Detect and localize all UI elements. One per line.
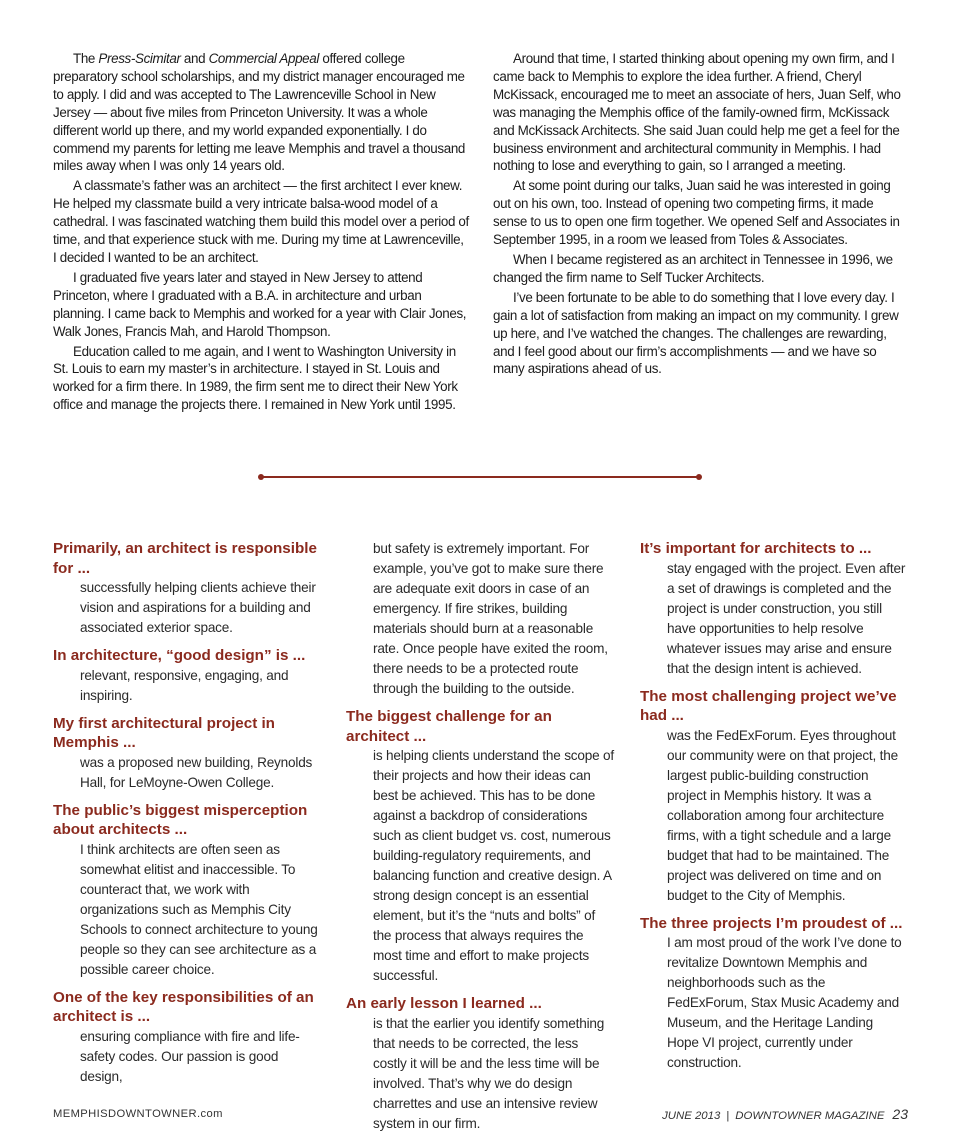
footer-separator: |: [726, 1110, 730, 1122]
narrative-column-right: [493, 50, 909, 380]
paragraph-text: A classmate’s father was an architect — the first architect I ever knew. He helped my classmate build a very intricate balsa-wood model of a cathedral. I was fascinated watching them build this model over a period of time, and that experience stuck with me. During my time at Lawrenceville, I decided I wanted to be an architect.: [53, 178, 469, 265]
qa-answer-continuation: but safety is extremely important. For example, you’ve got to make sure there are adequate exit doors in case of an emergency. If fire strikes, building materials should burn at a reasonable rate. Once people have exited the room, there needs to be a protected route through the building to the outside.: [373, 541, 608, 696]
qa-answer: is helping clients understand the scope of their projects and how their ideas can best be achieved. This has to be done against a backdrop of considerations such as client budget vs. cost, numerous building-regulatory requirements, and balancing function and creative design. A strong design concept is an essential element, but it’s the “nuts and bolts” of the process that always requires the most time and effort to make projects successful.: [373, 748, 614, 983]
paragraph-text: The: [73, 51, 99, 66]
publication-name: Commercial Appeal: [208, 51, 320, 66]
qa-answer: was a proposed new building, Reynolds Hall, for LeMoyne-Owen College.: [80, 754, 313, 790]
footer-issue-date: JUNE 2013: [662, 1110, 721, 1122]
narrative-paragraph: [493, 289, 909, 379]
qa-answer: was the FedExForum. Eyes throughout our community were on that project, the largest public-building construction project in Memphis history. It was a collaboration among four architecture firms, with a tight schedule and a large budget that had to be maintained. The project was delivered on time and on budget to the City of Memphis.: [667, 727, 898, 903]
qa-question: In architecture, “good design” is ...: [53, 647, 306, 664]
qa-item: [53, 988, 321, 1087]
qa-item: [53, 801, 321, 980]
qa-question: The biggest challenge for an architect ...: [346, 708, 552, 745]
qa-item: [53, 646, 321, 706]
paragraph-text: Education called to me again, and I went to Washington University in St. Louis to earn my master’s in architecture. I stayed in St. Louis and worked for a firm there. In 1989, the firm sent me to direct their New York office and manage the projects there. I remained in New York until 1995.: [53, 343, 458, 413]
divider-line: [262, 476, 698, 478]
publication-name: Press-Scimitar: [98, 51, 181, 66]
paragraph-text: offered college preparatory school scholarships, and my district manager encouraged me to apply. I did and was accepted to The Lawrenceville School in New Jersey — about five miles from Princeton University. It was a whole different world up there, and my world expanded exponentially. I do commend my parents for letting me leave Memphis and travel a thousand miles away when I was only 14 years old.: [53, 51, 466, 174]
qa-question: The public’s biggest misperception about architects ...: [53, 801, 308, 838]
qa-question: An early lesson I learned ...: [346, 995, 542, 1012]
qa-question: The three projects I’m proudest of ...: [640, 914, 903, 932]
narrative-paragraph: [493, 177, 909, 249]
narrative-paragraph: [53, 343, 469, 415]
narrative-paragraph: [493, 50, 909, 175]
paragraph-text: At some point during our talks, Juan said he was interested in going out on his own, too. Instead of opening two competing firms, it made sense to us to open one firm together. We opened Self and Associates in September 1995, in a room we leased from Toles & Associates.: [493, 178, 900, 248]
qa-item: [640, 914, 908, 1074]
qa-question: Primarily, an architect is responsible for ...: [53, 540, 317, 577]
qa-item: [53, 539, 321, 638]
divider-dot-left: [258, 474, 264, 480]
qa-answer: successfully helping clients achieve their vision and aspirations for a building and associated exterior space.: [80, 580, 316, 635]
narrative-paragraph: [53, 50, 469, 175]
qa-column-3: [640, 539, 908, 1081]
qa-question: It’s important for architects to ...: [640, 540, 872, 557]
narrative-column-left: [53, 50, 469, 416]
qa-item: [53, 714, 321, 793]
paragraph-text: Around that time, I started thinking about opening my own firm, and I came back to Memphis to explore the idea further. A friend, Cheryl McKissack, encouraged me to meet an associate of hers, Juan Self, who was managing the Memphis office of the family-owned firm, McKissack and McKissack Architects. She said Juan could help me get a feel for the business environment and architectural community in Memphis. I had nothing to lose and everything to gain, so I arranged a meeting.: [493, 51, 901, 174]
paragraph-text: I’ve been fortunate to be able to do something that I love every day. I gain a lot of satisfaction from making an impact on my community. I grew up here, and I’ve watched the changes. The challenges are rewarding, and I feel good about our firm’s accomplishments — and we have so many aspirations ahead of us.: [493, 289, 899, 377]
paragraph-text: When I became registered as an architect in Tennessee in 1996, we changed the firm name to Self Tucker Architects.: [493, 251, 893, 285]
qa-item: [640, 539, 908, 679]
qa-answer: is that the earlier you identify something that needs to be corrected, the less costly it will be and the less time will be involved. That’s why we do design charrettes and use an intensive review system in our firm.: [373, 1015, 605, 1131]
footer-magazine-name: DOWNTOWNER MAGAZINE: [735, 1110, 885, 1122]
qa-answer: relevant, responsive, engaging, and inspiring.: [80, 667, 289, 703]
qa-question: The most challenging project we’ve had ...: [640, 687, 897, 724]
qa-item: [640, 687, 908, 906]
qa-answer: ensuring compliance with fire and life-safety codes. Our passion is good design,: [80, 1028, 300, 1084]
qa-answer: stay engaged with the project. Even after a set of drawings is completed and the project is under construction, you still have opportunities to help resolve whatever issues may arise and ensure that the design intent is achieved.: [667, 560, 906, 676]
qa-column-1: [53, 539, 321, 1095]
qa-answer: I think architects are often seen as somewhat elitist and inaccessible. To counteract that, we work with organizations such as Memphis City Schools to connect architecture to young people so they can see architecture as a possible career choice.: [80, 841, 318, 977]
page-number: 23: [892, 1106, 908, 1122]
qa-item: [346, 994, 614, 1134]
ornamental-divider: [258, 471, 702, 483]
qa-item: [346, 707, 614, 986]
footer-website: MEMPHISDOWNTOWNER.com: [53, 1108, 223, 1120]
qa-column-2: [346, 539, 614, 1142]
qa-question: My first architectural project in Memphis ...: [53, 714, 275, 751]
footer-issue-info: [662, 1106, 908, 1122]
narrative-paragraph: [53, 177, 469, 267]
narrative-paragraph: [53, 269, 469, 341]
paragraph-text: and: [180, 51, 209, 66]
narrative-paragraph: [493, 251, 909, 287]
qa-question: One of the key responsibilities of an architect is ...: [53, 988, 314, 1025]
divider-dot-right: [696, 474, 702, 480]
qa-answer: I am most proud of the work I’ve done to revitalize Downtown Memphis and neighborhoods such as the FedExForum, Stax Music Academy and Museum, and the Heritage Landing Hope VI project, currently under construction.: [667, 935, 902, 1070]
paragraph-text: I graduated five years later and stayed in New Jersey to attend Princeton, where I graduated with a B.A. in architecture and urban planning. I came back to Memphis and worked for a year with Clair Jones, Walk Jones, Francis Mah, and Harold Thompson.: [53, 269, 467, 339]
